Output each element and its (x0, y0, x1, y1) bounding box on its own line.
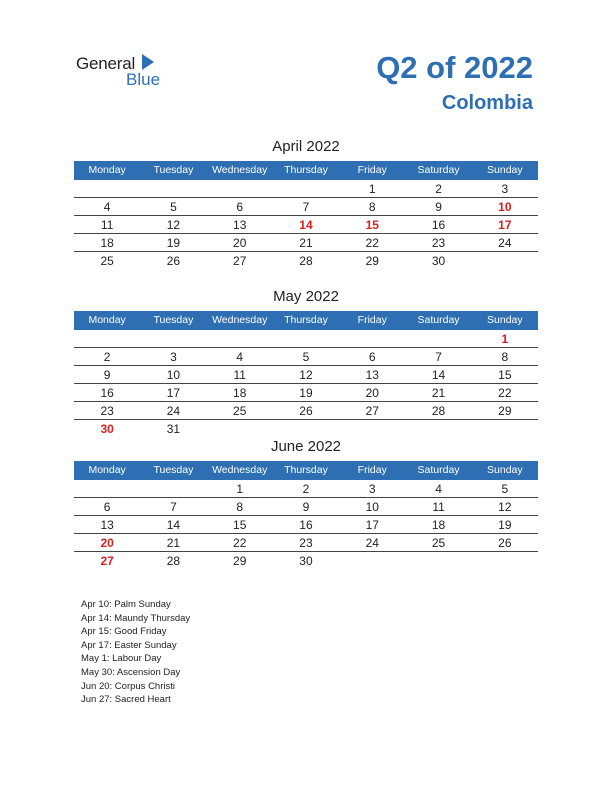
weekday-label: Sunday (487, 314, 523, 326)
holiday-note: Apr 14: Maundy Thursday (81, 612, 191, 624)
week-row (74, 384, 538, 402)
empty-day-cell (273, 420, 339, 437)
country-name: Colombia (441, 92, 533, 114)
day-cell: 26 (498, 536, 512, 550)
weekday-label: Saturday (417, 464, 460, 476)
day-cell: 28 (166, 554, 181, 568)
day-cell: 29 (498, 404, 512, 418)
day-cell: 25 (100, 254, 114, 268)
day-cell: 22 (365, 236, 379, 250)
day-cell: 15 (233, 518, 247, 532)
week-row (74, 348, 538, 366)
day-cell: 20 (233, 236, 247, 250)
day-cell: 4 (236, 350, 244, 364)
week-row (74, 480, 538, 498)
empty-day-cell (273, 330, 339, 347)
day-cell: 12 (498, 500, 512, 514)
weekday-label: Wednesday (212, 314, 268, 326)
day-cell: 4 (435, 482, 442, 496)
holiday-day-cell: 20 (100, 536, 114, 550)
day-cell: 8 (236, 500, 244, 514)
day-cell: 9 (302, 500, 310, 514)
day-cell: 5 (302, 350, 310, 364)
day-cell: 14 (431, 368, 446, 382)
month-title: May 2022 (273, 288, 339, 305)
weekday-label: Friday (357, 314, 387, 326)
empty-day-cell (74, 330, 140, 347)
day-cell: 2 (435, 182, 442, 196)
week-row (74, 198, 538, 216)
weekday-label: Saturday (417, 164, 460, 176)
empty-day-cell (339, 420, 405, 437)
holiday-day-cell: 27 (100, 554, 114, 568)
day-cell: 17 (166, 386, 181, 400)
day-cell: 8 (368, 200, 376, 214)
day-cell: 29 (233, 554, 247, 568)
week-row (74, 252, 538, 269)
day-cell: 22 (233, 536, 247, 550)
holiday-note: Apr 10: Palm Sunday (81, 599, 171, 610)
day-cell: 10 (166, 368, 181, 382)
logo-word-blue: Blue (126, 70, 161, 89)
day-cell: 23 (100, 404, 114, 418)
day-cell: 17 (365, 518, 379, 532)
month-title: April 2022 (272, 138, 340, 155)
day-cell: 9 (103, 368, 111, 382)
day-cell: 9 (435, 200, 442, 214)
flag-icon (142, 54, 154, 70)
day-cell: 24 (166, 404, 181, 418)
empty-day-cell (472, 420, 538, 437)
day-cell: 2 (103, 350, 111, 364)
weekday-label: Monday (88, 314, 126, 326)
day-cell: 19 (299, 386, 313, 400)
empty-day-cell (207, 180, 273, 197)
day-cell: 10 (365, 500, 379, 514)
day-cell: 16 (299, 518, 313, 532)
day-cell: 19 (498, 518, 512, 532)
day-cell: 4 (103, 200, 111, 214)
weekday-label: Tuesday (153, 464, 194, 476)
day-cell: 5 (501, 482, 509, 496)
empty-day-cell (273, 180, 339, 197)
day-cell: 25 (431, 536, 446, 550)
holiday-note: May 1: Labour Day (81, 653, 162, 665)
weekday-header (74, 311, 538, 330)
holiday-notes (81, 598, 190, 707)
month-june (74, 437, 538, 569)
empty-day-cell (472, 252, 538, 269)
day-cell: 23 (299, 536, 313, 550)
month-may (74, 287, 538, 437)
week-row (74, 420, 538, 437)
day-cell: 24 (365, 536, 379, 550)
day-cell: 12 (166, 218, 181, 232)
empty-day-cell (74, 180, 140, 197)
day-cell: 3 (501, 182, 509, 196)
weekday-label: Friday (357, 464, 387, 476)
day-cell: 3 (170, 350, 177, 364)
generalblue-logo (76, 52, 186, 92)
day-cell: 6 (368, 350, 376, 364)
day-cell: 1 (368, 182, 376, 196)
empty-day-cell (74, 480, 140, 497)
empty-day-cell (207, 330, 273, 347)
day-cell: 18 (233, 386, 247, 400)
day-cell: 25 (233, 404, 247, 418)
weekday-label: Sunday (487, 464, 523, 476)
empty-day-cell (140, 180, 206, 197)
holiday-day-cell: 1 (501, 332, 509, 346)
day-cell: 26 (166, 254, 181, 268)
day-cell: 16 (100, 386, 114, 400)
week-row (74, 498, 538, 516)
holiday-day-cell: 10 (498, 200, 512, 214)
week-row (74, 534, 538, 552)
day-cell: 7 (302, 200, 310, 214)
week-row (74, 402, 538, 420)
day-cell: 18 (431, 518, 446, 532)
week-row (74, 516, 538, 534)
page-title: Q2 of 2022 (376, 50, 533, 85)
day-cell: 11 (233, 368, 246, 382)
day-cell: 31 (166, 422, 181, 436)
day-cell: 30 (299, 554, 313, 568)
holiday-day-cell: 15 (365, 218, 379, 232)
day-cell: 7 (435, 350, 442, 364)
day-cell: 21 (299, 236, 313, 250)
day-cell: 5 (170, 200, 177, 214)
holiday-note: May 30: Ascension Day (81, 666, 181, 678)
holiday-note: Jun 20: Corpus Christi (81, 680, 175, 692)
day-cell: 6 (103, 500, 111, 514)
empty-day-cell (405, 420, 471, 437)
weekday-label: Sunday (487, 164, 523, 176)
day-cell: 8 (501, 350, 509, 364)
month-april (74, 137, 538, 269)
day-cell: 26 (299, 404, 313, 418)
weekday-label: Thursday (284, 164, 328, 176)
day-cell: 1 (236, 482, 244, 496)
day-cell: 27 (365, 404, 379, 418)
weekday-label: Wednesday (212, 464, 268, 476)
day-cell: 28 (431, 404, 446, 418)
empty-day-cell (472, 552, 538, 569)
empty-day-cell (207, 420, 273, 437)
day-cell: 16 (431, 218, 446, 232)
empty-day-cell (140, 480, 206, 497)
holiday-note: Apr 15: Good Friday (81, 626, 167, 638)
weekday-label: Friday (357, 164, 387, 176)
day-cell: 13 (233, 218, 247, 232)
empty-day-cell (339, 330, 405, 347)
day-cell: 29 (365, 254, 379, 268)
day-cell: 24 (498, 236, 512, 250)
weekday-header (74, 161, 538, 180)
week-row (74, 330, 538, 348)
day-cell: 30 (431, 254, 446, 268)
weekday-label: Monday (88, 464, 126, 476)
holiday-note: Apr 17: Easter Sunday (81, 639, 177, 651)
day-cell: 19 (166, 236, 181, 250)
day-cell: 27 (233, 254, 247, 268)
weekday-label: Wednesday (212, 164, 268, 176)
month-title: June 2022 (270, 438, 342, 455)
weekday-header (74, 461, 538, 480)
holiday-day-cell: 17 (498, 218, 512, 232)
day-cell: 13 (100, 518, 114, 532)
empty-day-cell (405, 552, 471, 569)
weekday-label: Tuesday (153, 314, 194, 326)
day-cell: 20 (365, 386, 379, 400)
day-cell: 12 (299, 368, 313, 382)
day-cell: 7 (170, 500, 177, 514)
day-cell: 22 (498, 386, 512, 400)
day-cell: 11 (432, 500, 445, 514)
week-row (74, 552, 538, 569)
weekday-label: Tuesday (153, 164, 194, 176)
holiday-day-cell: 30 (100, 422, 114, 436)
day-cell: 28 (299, 254, 313, 268)
holiday-note: Jun 27: Sacred Heart (81, 694, 171, 706)
week-row (74, 366, 538, 384)
empty-day-cell (405, 330, 471, 347)
day-cell: 15 (498, 368, 512, 382)
day-cell: 6 (236, 200, 244, 214)
weekday-label: Thursday (284, 464, 328, 476)
week-row (74, 180, 538, 198)
holiday-day-cell: 14 (299, 218, 313, 232)
day-cell: 18 (100, 236, 114, 250)
week-row (74, 234, 538, 252)
day-cell: 2 (302, 482, 310, 496)
day-cell: 13 (365, 368, 379, 382)
weekday-label: Monday (88, 164, 126, 176)
day-cell: 3 (368, 482, 376, 496)
week-row (74, 216, 538, 234)
logo-word-general: General (76, 54, 136, 73)
empty-day-cell (140, 330, 206, 347)
day-cell: 23 (431, 236, 446, 250)
day-cell: 21 (431, 386, 446, 400)
day-cell: 11 (100, 218, 114, 232)
empty-day-cell (339, 552, 405, 569)
day-cell: 21 (166, 536, 181, 550)
weekday-label: Saturday (417, 314, 460, 326)
weekday-label: Thursday (284, 314, 328, 326)
day-cell: 14 (166, 518, 181, 532)
